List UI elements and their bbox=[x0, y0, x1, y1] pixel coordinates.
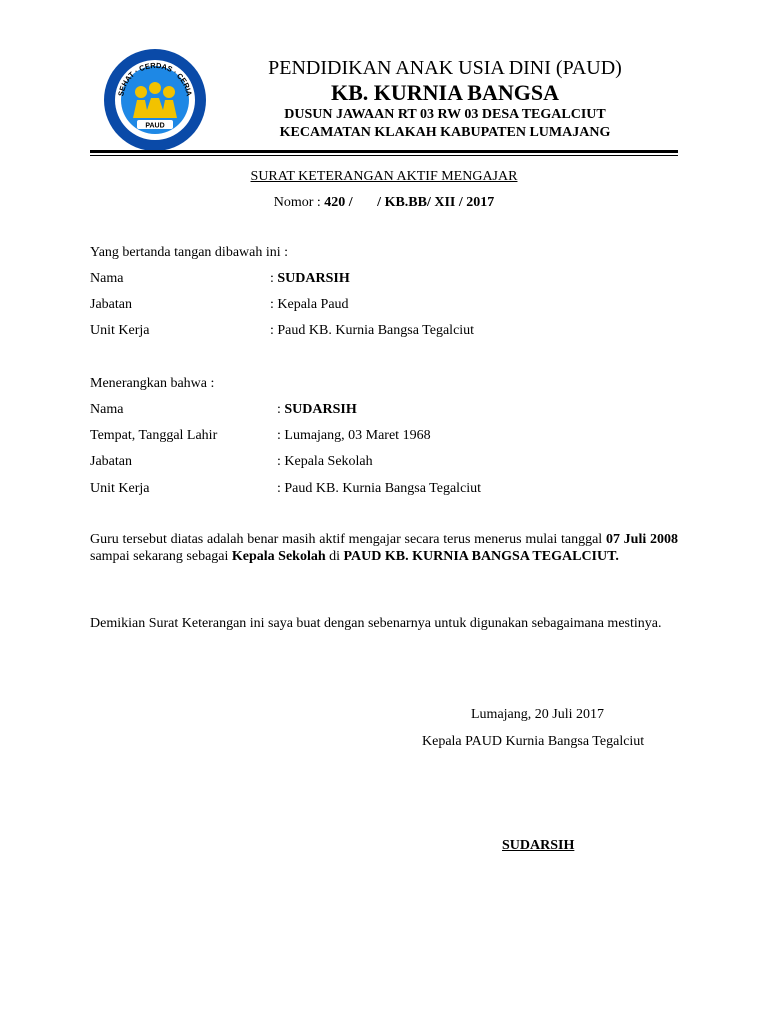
letter-title: SURAT KETERANGAN AKTIF MENGAJAR bbox=[250, 169, 518, 184]
subject-position-label: Jabatan bbox=[90, 454, 132, 469]
letterhead-district: KECAMATAN KLAKAH KABUPATEN LUMAJANG bbox=[279, 125, 611, 140]
letterhead-line1: PENDIDIKAN ANAK USIA DINI (PAUD) bbox=[268, 57, 622, 79]
signature-name: SUDARSIH bbox=[502, 838, 575, 853]
body-paragraph-closing: Demikian Surat Keterangan ini saya buat dengan sebenarnya untuk digunakan sebagaimana mestinya. bbox=[90, 616, 662, 631]
subject-name-value: : SUDARSIH bbox=[277, 402, 357, 417]
letterhead-rule-thick bbox=[90, 150, 678, 153]
body-paragraph-statement: Guru tersebut diatas adalah benar masih aktif mengajar secara terus menerus mulai tanggal 07 Juli 2008 sampai sekarang sebagai Kepala Sekolah di PAUD KB. KURNIA BANGSA TEGALCIUT. bbox=[90, 532, 678, 564]
logo-motto: SEHAT · CERDAS · CERIA bbox=[116, 60, 194, 97]
subject-unit-label: Unit Kerja bbox=[90, 481, 150, 496]
logo-figure-head bbox=[163, 86, 175, 98]
signature-position: Kepala PAUD Kurnia Bangsa Tegalciut bbox=[422, 734, 645, 749]
logo-label: PAUD bbox=[145, 122, 165, 130]
logo-figures-body bbox=[133, 98, 177, 118]
subject-birth-value: : Lumajang, 03 Maret 1968 bbox=[277, 428, 431, 443]
logo-figure-head bbox=[149, 82, 161, 94]
signer-name-value: : SUDARSIH bbox=[270, 271, 350, 286]
signer-position-label: Jabatan bbox=[90, 297, 132, 312]
logo-figure-head bbox=[135, 86, 147, 98]
letter-number: Nomor : 420 / / KB.BB/ XII / 2017 bbox=[273, 195, 495, 210]
letterhead-school-name: KB. KURNIA BANGSA bbox=[331, 80, 559, 105]
signer-unit-label: Unit Kerja bbox=[90, 323, 150, 338]
signer-unit-value: : Paud KB. Kurnia Bangsa Tegalciut bbox=[270, 323, 475, 338]
signer-position-value: : Kepala Paud bbox=[270, 297, 349, 312]
paud-logo bbox=[103, 48, 207, 152]
signer-intro: Yang bertanda tangan dibawah ini : bbox=[90, 245, 289, 260]
subject-birth-label: Tempat, Tanggal Lahir bbox=[90, 428, 218, 443]
letterhead-rule-thin bbox=[90, 155, 678, 156]
subject-position-value: : Kepala Sekolah bbox=[277, 454, 373, 469]
signer-name-label: Nama bbox=[90, 271, 124, 286]
letterhead-address: DUSUN JAWAAN RT 03 RW 03 DESA TEGALCIUT bbox=[284, 107, 606, 122]
signature-place-date: Lumajang, 20 Juli 2017 bbox=[471, 707, 604, 722]
subject-unit-value: : Paud KB. Kurnia Bangsa Tegalciut bbox=[277, 481, 482, 496]
subject-intro: Menerangkan bahwa : bbox=[90, 376, 215, 391]
subject-name-label: Nama bbox=[90, 402, 124, 417]
